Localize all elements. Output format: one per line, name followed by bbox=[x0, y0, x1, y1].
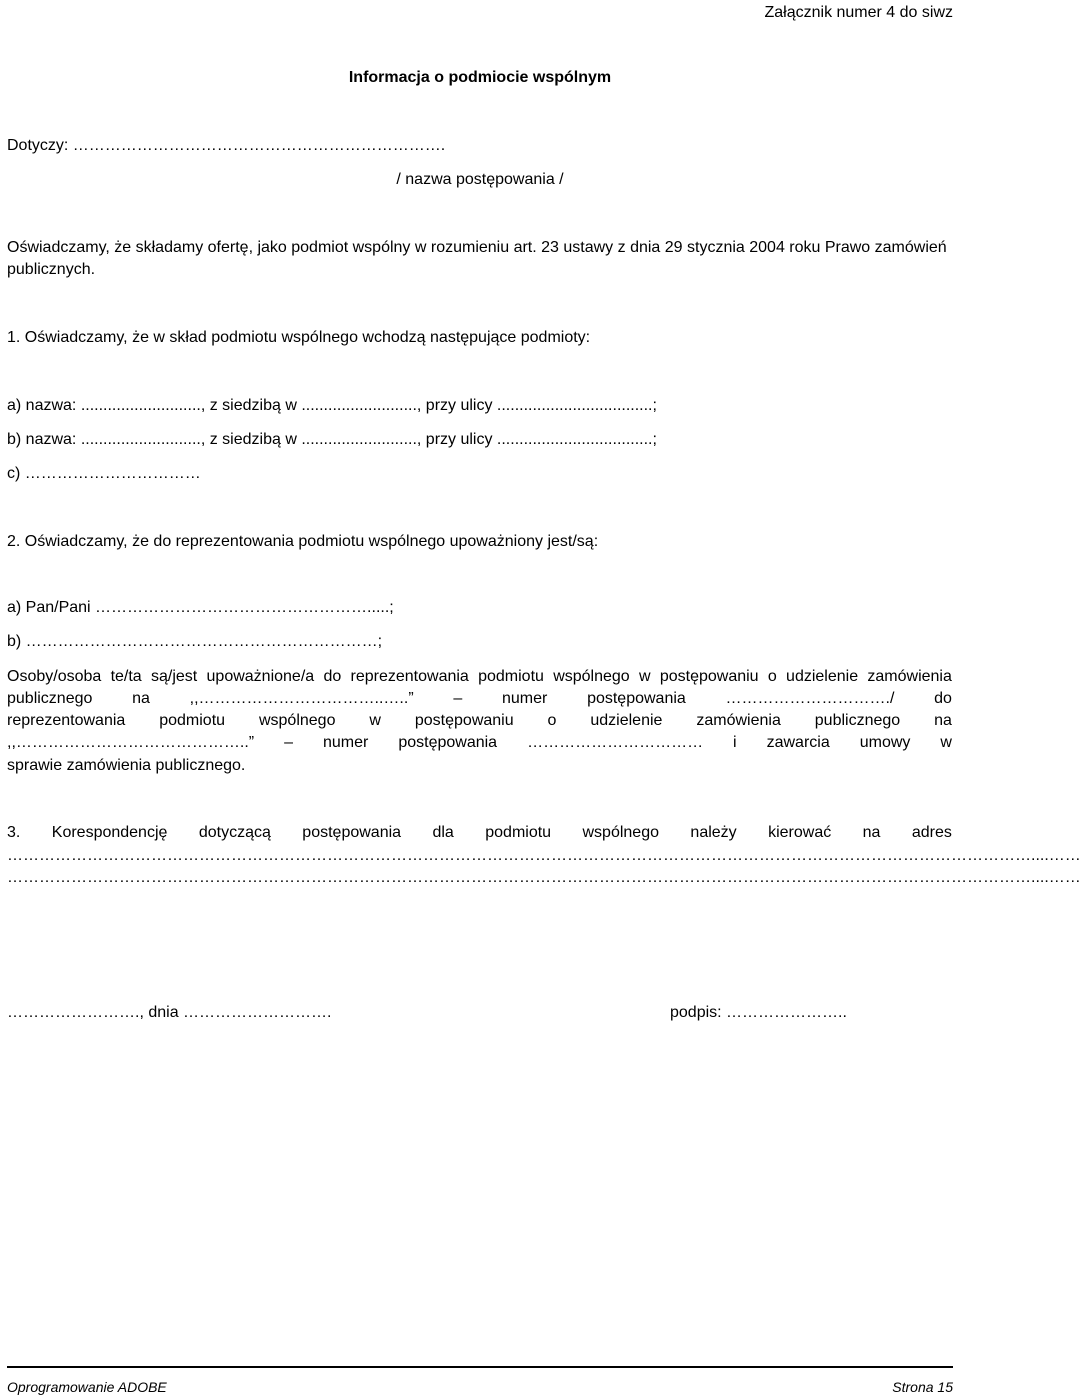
procedure-name-label: / nazwa postępowania / bbox=[396, 171, 564, 188]
word: – bbox=[453, 690, 463, 707]
section1-heading: 1. Oświadczamy, że w skład podmiotu wspólnego wchodzą następujące podmioty: bbox=[7, 329, 591, 346]
document-title: Informacja o podmiocie wspólnym bbox=[348, 69, 612, 86]
word: do bbox=[934, 690, 952, 707]
word: dotyczącą bbox=[198, 824, 271, 841]
word: postępowaniu bbox=[414, 712, 514, 729]
representation-paragraph-line-5: sprawie zamówienia publicznego. bbox=[7, 757, 246, 774]
section2-heading: 2. Oświadczamy, że do reprezentowania podmiotu wspólnego upoważniony jest/są: bbox=[7, 533, 599, 550]
word: numer bbox=[322, 734, 369, 751]
word: publicznego bbox=[7, 690, 93, 707]
representation-paragraph-line-3 bbox=[7, 711, 952, 731]
word: 3. bbox=[7, 824, 21, 841]
word: Osoby/osoba bbox=[7, 668, 102, 685]
word: kierować bbox=[768, 824, 832, 841]
representation-paragraph-line-1 bbox=[7, 667, 952, 687]
word: ,,……………………………..…..” bbox=[189, 690, 414, 707]
word: zawarcia bbox=[766, 734, 830, 751]
word: na bbox=[132, 690, 150, 707]
representation-paragraph-line-4 bbox=[7, 733, 952, 753]
annex-header: Załącznik numer 4 do siwz bbox=[764, 4, 953, 21]
word: postępowania bbox=[398, 734, 498, 751]
word: dla bbox=[432, 824, 454, 841]
place-date-field: ……………………., dnia ………………………. bbox=[7, 1004, 332, 1021]
regarding-line: Dotyczy: ……………………………………………………………. bbox=[7, 137, 446, 154]
signature-field: podpis: ………………….. bbox=[670, 1004, 847, 1021]
word: podmiotu bbox=[159, 712, 226, 729]
word: o bbox=[547, 712, 557, 729]
word: w bbox=[638, 668, 651, 685]
word: postępowaniu bbox=[659, 668, 759, 685]
word: adres bbox=[911, 824, 952, 841]
footer-page-number: Strona 15 bbox=[892, 1379, 953, 1395]
address-blank-line-2: …………………………………………………………………………………………………………………………………………………………………………....…… bbox=[7, 869, 1081, 886]
word: …………………………./ bbox=[725, 690, 895, 707]
word: wspólnego bbox=[553, 668, 630, 685]
word: na bbox=[862, 824, 881, 841]
footer-software: Oprogramowanie ADOBE bbox=[7, 1379, 167, 1395]
word: numer bbox=[501, 690, 548, 707]
word: umowy bbox=[859, 734, 911, 751]
word: w bbox=[940, 734, 952, 751]
footer-divider bbox=[7, 1366, 953, 1368]
word: wspólnego bbox=[582, 824, 659, 841]
word: – bbox=[284, 734, 293, 751]
word: reprezentowania bbox=[350, 668, 469, 685]
word: upoważnione/a bbox=[206, 668, 315, 685]
section3-heading bbox=[7, 823, 952, 843]
word: w bbox=[369, 712, 381, 729]
word: o bbox=[767, 668, 777, 685]
word: podmiotu bbox=[485, 824, 552, 841]
word: zamówienia bbox=[696, 712, 781, 729]
representation-paragraph-line-2 bbox=[7, 689, 952, 709]
word: wspólnego bbox=[258, 712, 336, 729]
word: te/ta bbox=[110, 668, 142, 685]
section1-entry-c: c) …………………………… bbox=[7, 465, 201, 482]
word: reprezentowania bbox=[7, 712, 126, 729]
word: udzielenie bbox=[590, 712, 663, 729]
word: udzielenie bbox=[786, 668, 859, 685]
word: ,,……………………………………..” bbox=[7, 734, 255, 751]
section2-entry-a: a) Pan/Pani …………………………………………….....; bbox=[7, 599, 394, 616]
word: zamówienia bbox=[867, 668, 952, 685]
word: …………………………… bbox=[527, 734, 704, 751]
address-blank-line-1: …………………………………………………………………………………………………………………………………………………………………………....…… bbox=[7, 847, 1081, 864]
statement-line-2: publicznych. bbox=[7, 261, 96, 278]
word: postępowania bbox=[302, 824, 402, 841]
section1-entry-a: a) nazwa: ..........................., z siedzibą w .........................., przy ulicy ...................................; bbox=[7, 397, 657, 414]
statement-line-1: Oświadczamy, że składamy ofertę, jako podmiot wspólny w rozumieniu art. 23 ustawy z dnia 29 stycznia 2004 roku Prawo zamówień bbox=[7, 239, 947, 256]
word: do bbox=[323, 668, 342, 685]
word: publicznego bbox=[814, 712, 901, 729]
word: należy bbox=[690, 824, 737, 841]
word: są/jest bbox=[150, 668, 198, 685]
word: Korespondencję bbox=[51, 824, 168, 841]
word: podmiotu bbox=[478, 668, 544, 685]
section1-entry-b: b) nazwa: ..........................., z siedzibą w .........................., przy ulicy ...................................; bbox=[7, 431, 657, 448]
word: postępowania bbox=[587, 690, 686, 707]
word: i bbox=[733, 734, 737, 751]
word: na bbox=[934, 712, 952, 729]
section2-entry-b: b) …………………………………………………………; bbox=[7, 633, 383, 650]
